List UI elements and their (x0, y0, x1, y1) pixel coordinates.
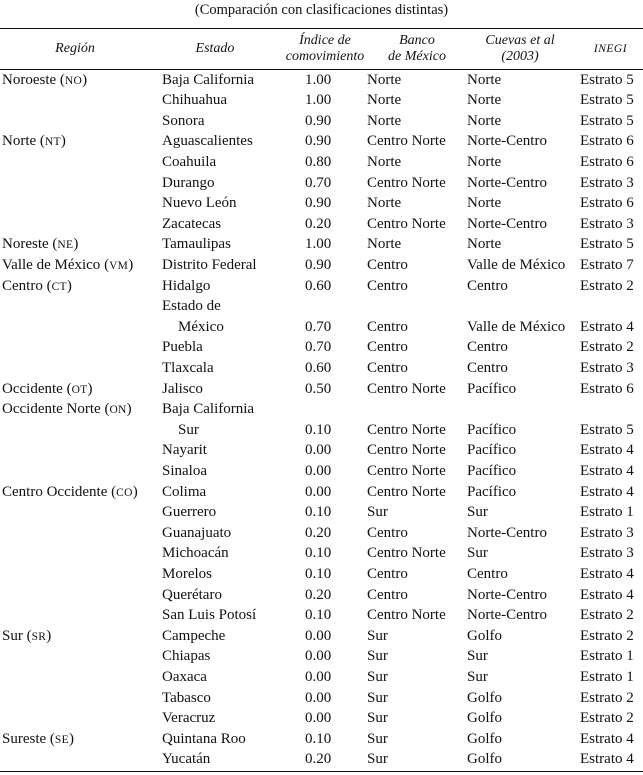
inegi-cell: Estrato 2 (580, 710, 634, 727)
banco-cell: Centro (367, 359, 408, 376)
region-cell: Centro (CT) (2, 277, 72, 294)
indice-cell: 0.10 (305, 504, 332, 521)
banco-cell: Centro Norte (367, 545, 446, 562)
cuevas-cell: Valle de México (467, 318, 566, 335)
cuevas-cell: Norte (467, 153, 502, 170)
region-cell: Valle de México (VM) (2, 256, 134, 273)
inegi-cell: Estrato 3 (580, 174, 634, 191)
table-row (0, 379, 643, 400)
inegi-cell: Estrato 4 (580, 462, 634, 479)
header-estado: Estado (195, 41, 235, 56)
table-row (0, 131, 643, 152)
table-row (0, 564, 643, 585)
inegi-cell: Estrato 5 (580, 112, 634, 129)
inegi-cell: Estrato 3 (580, 524, 634, 541)
indice-cell: 0.00 (305, 710, 332, 727)
inegi-cell: Estrato 4 (580, 318, 634, 335)
banco-cell: Centro (367, 277, 408, 294)
inegi-cell: Estrato 4 (580, 442, 634, 459)
indice-cell: 0.10 (305, 730, 332, 747)
header-indice: Índice de comovimiento (285, 33, 365, 64)
indice-cell: 1.00 (305, 71, 332, 88)
banco-cell: Centro Norte (367, 462, 446, 479)
banco-cell: Sur (367, 710, 388, 727)
estado-cell: Coahuila (162, 153, 217, 170)
cuevas-cell: Norte (467, 112, 502, 129)
region-cell: Noreste (NE) (2, 236, 79, 253)
estado-cell: Durango (162, 174, 215, 191)
estado-cell: Zacatecas (162, 215, 222, 232)
banco-cell: Centro (367, 339, 408, 356)
banco-cell: Sur (367, 648, 388, 665)
estado-cell: Veracruz (162, 710, 216, 727)
indice-cell: 0.00 (305, 689, 332, 706)
estado-cell: San Luis Potosí (162, 607, 257, 624)
estado-cell: Oaxaca (162, 668, 207, 685)
cuevas-cell: Pacífico (467, 380, 517, 397)
inegi-cell: Estrato 1 (580, 668, 634, 685)
region-code: NT (44, 136, 61, 149)
banco-cell: Centro (367, 586, 408, 603)
indice-cell: 0.20 (305, 524, 332, 541)
banco-cell: Centro (367, 524, 408, 541)
cuevas-cell: Sur (467, 668, 488, 685)
indice-cell: 0.20 (305, 215, 332, 232)
region-cell: Sur (SR) (2, 627, 52, 644)
estado-cell: Distrito Federal (162, 256, 257, 273)
indice-cell: 0.10 (305, 607, 332, 624)
indice-cell: 1.00 (305, 236, 332, 253)
estado-cell: Estado de (162, 298, 221, 315)
table-row (0, 626, 643, 647)
banco-cell: Norte (367, 236, 402, 253)
indice-cell: 0.90 (305, 256, 332, 273)
estado-cell: Querétaro (162, 586, 222, 603)
banco-cell: Centro Norte (367, 174, 446, 191)
table-row (0, 523, 643, 544)
region-name: Centro (2, 277, 43, 294)
region-name: Sureste (2, 730, 47, 747)
estado-cell: México (178, 318, 224, 335)
header-region: Región (55, 41, 95, 56)
banco-cell: Sur (367, 751, 388, 768)
inegi-cell: Estrato 6 (580, 153, 634, 170)
table-row (0, 152, 643, 173)
indice-cell: 0.00 (305, 462, 332, 479)
estado-cell: Tlaxcala (162, 359, 214, 376)
cuevas-cell: Golfo (467, 751, 502, 768)
cuevas-cell: Golfo (467, 689, 502, 706)
indice-cell: 0.00 (305, 648, 332, 665)
banco-cell: Sur (367, 668, 388, 685)
estado-cell: Yucatán (162, 751, 211, 768)
table-row (0, 605, 643, 626)
estado-cell: Guanajuato (162, 524, 232, 541)
estado-cell: Nayarit (162, 442, 207, 459)
indice-cell: 0.10 (305, 565, 332, 582)
indice-cell: 0.20 (305, 586, 332, 603)
table-row (0, 111, 643, 132)
estado-cell: Michoacán (162, 545, 229, 562)
inegi-cell: Estrato 2 (580, 277, 634, 294)
region-name: Noroeste (2, 71, 57, 88)
indice-cell: 0.60 (305, 359, 332, 376)
indice-cell: 0.90 (305, 112, 332, 129)
estado-cell: Chiapas (162, 648, 211, 665)
cuevas-cell: Centro (467, 359, 508, 376)
cuevas-cell: Norte-Centro (467, 586, 547, 603)
inegi-cell: Estrato 6 (580, 195, 634, 212)
cuevas-cell: Pacífico (467, 442, 517, 459)
inegi-cell: Estrato 4 (580, 483, 634, 500)
cuevas-cell: Golfo (467, 710, 502, 727)
estado-cell: Quintana Roo (162, 730, 246, 747)
cuevas-cell: Norte-Centro (467, 174, 547, 191)
region-cell: Sureste (SE) (2, 730, 74, 747)
table-row (0, 646, 643, 667)
cuevas-cell: Pacífico (467, 483, 517, 500)
inegi-cell: Estrato 5 (580, 421, 634, 438)
cuevas-cell: Norte (467, 92, 502, 109)
indice-cell: 0.90 (305, 133, 332, 150)
header-inegi: INEGI (593, 43, 628, 55)
estado-cell: Baja California (162, 401, 255, 418)
indice-cell: 0.50 (305, 380, 332, 397)
cuevas-cell: Golfo (467, 627, 502, 644)
inegi-cell: Estrato 4 (580, 565, 634, 582)
cuevas-cell: Norte-Centro (467, 607, 547, 624)
table-row (0, 667, 643, 688)
cuevas-cell: Centro (467, 339, 508, 356)
inegi-cell: Estrato 6 (580, 380, 634, 397)
table-row (0, 70, 643, 91)
header-banco: Banco de México (388, 33, 446, 64)
cuevas-cell: Centro (467, 565, 508, 582)
inegi-cell: Estrato 3 (580, 215, 634, 232)
inegi-cell: Estrato 1 (580, 648, 634, 665)
estado-cell: Hidalgo (162, 277, 211, 294)
estado-cell: Tabasco (162, 689, 211, 706)
region-code: NO (64, 74, 83, 87)
inegi-cell: Estrato 2 (580, 607, 634, 624)
region-name: Sur (2, 627, 23, 644)
region-cell: Occidente (OT) (2, 380, 93, 397)
estado-cell: Tamaulipas (162, 236, 231, 253)
indice-cell: 0.10 (305, 545, 332, 562)
indice-cell: 0.80 (305, 153, 332, 170)
table-row (0, 482, 643, 503)
region-code: SR (31, 630, 47, 643)
region-cell: Centro Occidente (CO) (2, 483, 138, 500)
region-cell: Occidente Norte (ON) (2, 401, 132, 418)
estado-cell: Campeche (162, 627, 226, 644)
inegi-cell: Estrato 6 (580, 133, 634, 150)
cuevas-cell: Sur (467, 648, 488, 665)
indice-cell: 0.00 (305, 627, 332, 644)
banco-cell: Sur (367, 689, 388, 706)
table-row (0, 255, 643, 276)
inegi-cell: Estrato 3 (580, 545, 634, 562)
estado-cell: Sonora (162, 112, 205, 129)
indice-cell: 0.70 (305, 318, 332, 335)
table-row (0, 317, 643, 338)
estado-cell: Morelos (162, 565, 212, 582)
estado-cell: Aguascalientes (162, 133, 253, 150)
region-name: Norte (2, 133, 37, 150)
table-row (0, 688, 643, 709)
table-row (0, 749, 643, 770)
table-row (0, 214, 643, 235)
region-code: NE (57, 239, 74, 252)
inegi-cell: Estrato 5 (580, 92, 634, 109)
estado-cell: Puebla (162, 339, 203, 356)
estado-cell: Baja California (162, 71, 255, 88)
region-code: ON (109, 404, 127, 417)
banco-cell: Norte (367, 112, 402, 129)
indice-cell: 0.90 (305, 195, 332, 212)
inegi-cell: Estrato 5 (580, 71, 634, 88)
banco-cell: Norte (367, 195, 402, 212)
banco-cell: Centro Norte (367, 215, 446, 232)
table-row (0, 708, 643, 729)
header-cuevas: Cuevas et al (2003) (485, 33, 555, 64)
cuevas-cell: Sur (467, 504, 488, 521)
banco-cell: Sur (367, 730, 388, 747)
banco-cell: Centro (367, 318, 408, 335)
table-row (0, 399, 643, 420)
table-row (0, 502, 643, 523)
estado-cell: Colima (162, 483, 207, 500)
inegi-cell: Estrato 4 (580, 751, 634, 768)
table-row (0, 276, 643, 297)
indice-cell: 0.00 (305, 668, 332, 685)
cuevas-cell: Norte-Centro (467, 215, 547, 232)
region-code: CT (51, 280, 67, 293)
indice-cell: 0.20 (305, 751, 332, 768)
indice-cell: 0.00 (305, 442, 332, 459)
table-row (0, 193, 643, 214)
inegi-cell: Estrato 5 (580, 236, 634, 253)
cuevas-cell: Golfo (467, 730, 502, 747)
cuevas-cell: Norte-Centro (467, 133, 547, 150)
table-row (0, 461, 643, 482)
indice-cell: 0.70 (305, 339, 332, 356)
region-code: SE (54, 733, 69, 746)
inegi-cell: Estrato 7 (580, 256, 634, 273)
cuevas-cell: Sur (467, 545, 488, 562)
cuevas-cell: Centro (467, 277, 508, 294)
region-name: Occidente (2, 380, 63, 397)
region-code: OT (71, 383, 88, 396)
table-row (0, 173, 643, 194)
inegi-cell: Estrato 2 (580, 689, 634, 706)
region-name: Valle de México (2, 256, 101, 273)
table-row (0, 729, 643, 750)
banco-cell: Centro (367, 256, 408, 273)
cuevas-cell: Valle de México (467, 256, 566, 273)
region-cell: Norte (NT) (2, 133, 66, 150)
banco-cell: Centro Norte (367, 483, 446, 500)
indice-cell: 1.00 (305, 92, 332, 109)
inegi-cell: Estrato 4 (580, 586, 634, 603)
bottom-rule (0, 771, 643, 772)
region-name: Centro Occidente (2, 483, 108, 500)
banco-cell: Centro (367, 565, 408, 582)
table-row (0, 337, 643, 358)
inegi-cell: Estrato 2 (580, 627, 634, 644)
banco-cell: Centro Norte (367, 442, 446, 459)
inegi-cell: Estrato 2 (580, 339, 634, 356)
estado-cell: Chihuahua (162, 92, 227, 109)
cuevas-cell: Norte (467, 236, 502, 253)
banco-cell: Centro Norte (367, 380, 446, 397)
banco-cell: Norte (367, 153, 402, 170)
estado-cell: Jalisco (162, 380, 203, 397)
region-name: Occidente Norte (2, 401, 101, 418)
table-row (0, 234, 643, 255)
banco-cell: Sur (367, 627, 388, 644)
table-row (0, 420, 643, 441)
estado-cell: Sur (178, 421, 199, 438)
estado-cell: Guerrero (162, 504, 217, 521)
indice-cell: 0.60 (305, 277, 332, 294)
cuevas-cell: Norte (467, 71, 502, 88)
table-row (0, 358, 643, 379)
cuevas-cell: Pacífico (467, 421, 517, 438)
table-row (0, 440, 643, 461)
region-name: Noreste (2, 236, 49, 253)
table-row (0, 296, 643, 317)
indice-cell: 0.00 (305, 483, 332, 500)
top-rule (0, 28, 643, 29)
cuevas-cell: Norte (467, 195, 502, 212)
cuevas-cell: Pacífico (467, 462, 517, 479)
table-row (0, 90, 643, 111)
inegi-cell: Estrato 4 (580, 730, 634, 747)
estado-cell: Nuevo León (162, 195, 237, 212)
inegi-cell: Estrato 3 (580, 359, 634, 376)
region-cell: Noroeste (NO) (2, 71, 88, 88)
banco-cell: Norte (367, 71, 402, 88)
banco-cell: Centro Norte (367, 607, 446, 624)
estado-cell: Sinaloa (162, 462, 207, 479)
inegi-cell: Estrato 1 (580, 504, 634, 521)
cuevas-cell: Norte-Centro (467, 524, 547, 541)
indice-cell: 0.70 (305, 174, 332, 191)
region-code: CO (116, 486, 133, 499)
table-caption: (Comparación con clasificaciones distintas) (194, 2, 449, 18)
table-row (0, 585, 643, 606)
banco-cell: Sur (367, 504, 388, 521)
banco-cell: Norte (367, 92, 402, 109)
indice-cell: 0.10 (305, 421, 332, 438)
banco-cell: Centro Norte (367, 421, 446, 438)
region-code: VM (109, 259, 129, 272)
banco-cell: Centro Norte (367, 133, 446, 150)
table-row (0, 543, 643, 564)
